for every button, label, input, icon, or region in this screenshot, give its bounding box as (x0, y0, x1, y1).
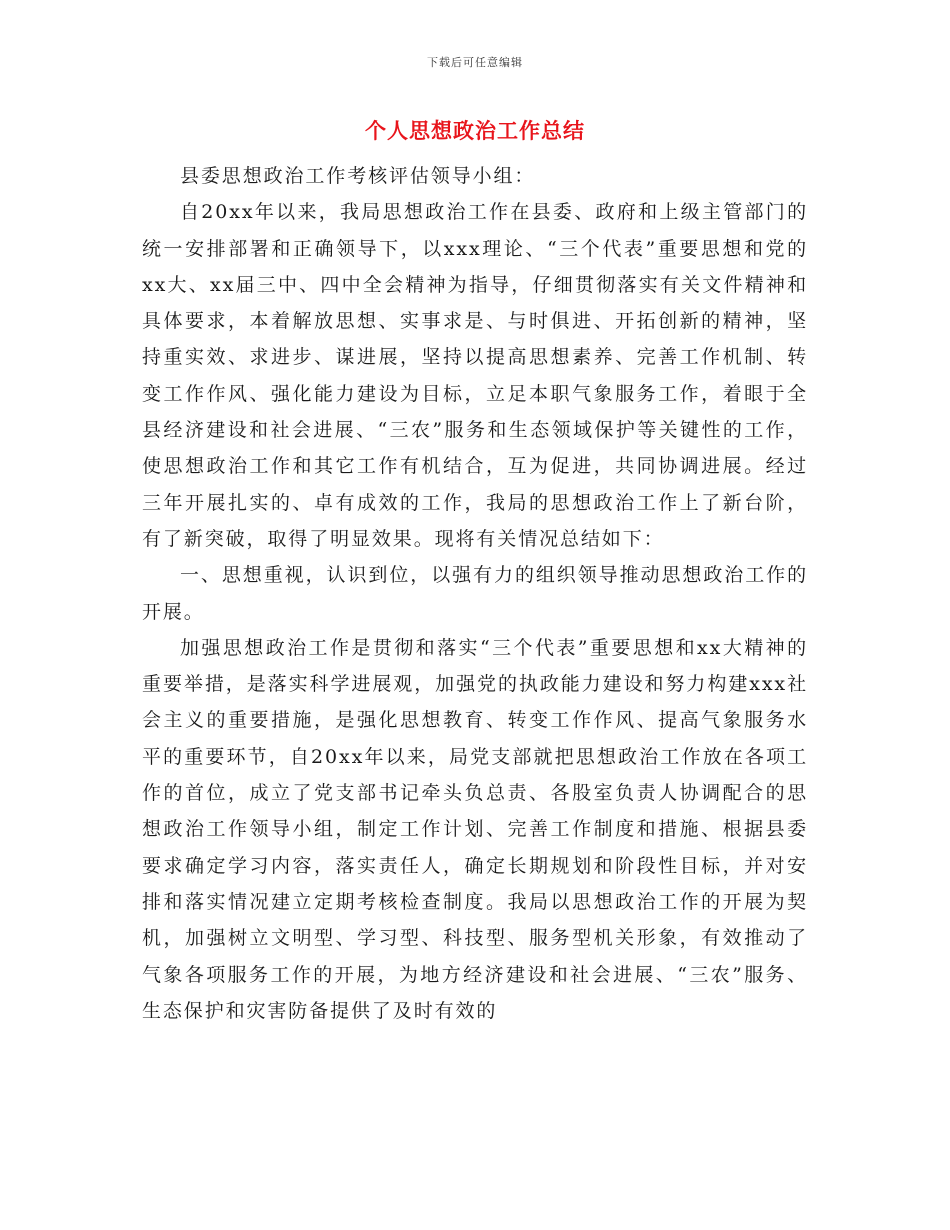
document-body (142, 158, 808, 1029)
salutation: 县委思想政治工作考核评估领导小组： (180, 165, 536, 187)
paragraph-intro: 自20xx年以来，我局思想政治工作在县委、政府和上级主管部门的统一安排部署和正确领导下，以xxx理论、“三个代表”重要思想和党的xx大、xx届三中、四中全会精神为指导，仔细贯彻落实有关文件精神和具体要求，本着解放思想、实事求是、与时俱进、开拓创新的精神，坚持重实效、求进步、谋进展，坚持以提高思想素养、完善工作机制、转变工作作风、强化能力建设为目标，立足本职气象服务工作，着眼于全县经济建设和社会进展、“三农”服务和生态领域保护等关键性的工作，使思想政治工作和其它工作有机结合，互为促进，共同协调进展。经过三年开展扎实的、卓有成效的工作，我局的思想政治工作上了新台阶，有了新突破，取得了明显效果。现将有关情况总结如下： (142, 201, 808, 550)
section-heading-1: 一、思想重视，认识到位，以强有力的组织领导推动思想政治工作的开展。 (142, 564, 808, 623)
paragraph-section-1: 加强思想政治工作是贯彻和落实“三个代表”重要思想和xx大精神的重要举措，是落实科学进展观，加强党的执政能力建设和努力构建xxx社会主义的重要措施，是强化思想教育、转变工作作风、提高气象服务水平的重要环节，自20xx年以来，局党支部就把思想政治工作放在各项工作的首位，成立了党支部书记牵头负总责、各股室负责人协调配合的思想政治工作领导小组，制定工作计划、完善工作制度和措施、根据县委要求确定学习内容，落实责任人，确定长期规划和阶段性目标，并对安排和落实情况建立定期考核检查制度。我局以思想政治工作的开展为契机，加强树立文明型、学习型、科技型、服务型机关形象，有效推动了气象各项服务工作的开展，为地方经济建设和社会进展、“三农”服务、生态保护和灾害防备提供了及时有效的 (142, 636, 808, 1022)
header-note: 下载后可任意编辑 (427, 56, 523, 69)
document-title: 个人思想政治工作总结 (365, 118, 585, 143)
